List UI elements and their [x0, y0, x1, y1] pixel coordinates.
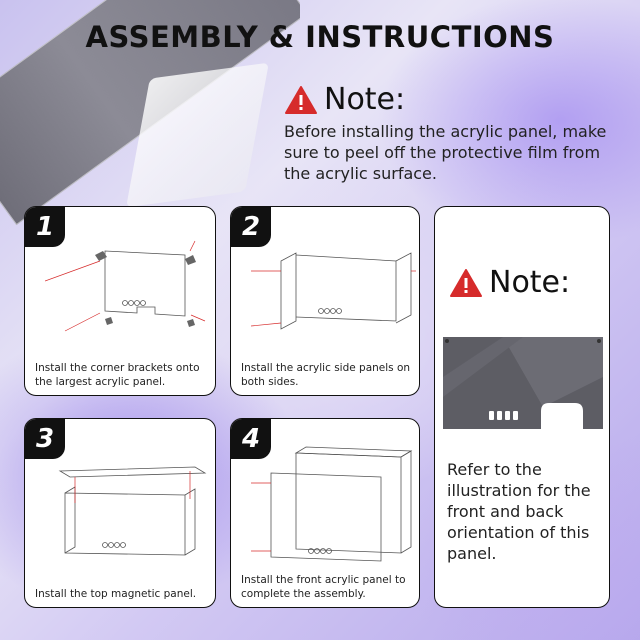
page-title: ASSEMBLY & INSTRUCTIONS [85, 20, 555, 54]
step-card-4 [230, 418, 420, 608]
step-card-3 [24, 418, 216, 608]
side-note-heading: Note: [489, 265, 571, 300]
step-4-illustration [251, 443, 416, 563]
step-number-2: 2 [231, 207, 271, 247]
top-note-heading: Note: [324, 82, 406, 117]
side-note-header [449, 265, 570, 300]
warning-triangle-icon [284, 85, 318, 115]
step-1-illustration [45, 231, 210, 341]
side-note-text: Refer to the illustration for the front and back orientation of this panel. [447, 460, 591, 563]
step-3-illustration [45, 443, 210, 563]
step-1-caption: Install the corner brackets onto the largest acrylic panel. [35, 362, 200, 388]
step-2-illustration [251, 231, 416, 341]
step-card-1 [24, 206, 216, 396]
step-2-caption: Install the acrylic side panels on both sides. [241, 362, 411, 388]
step-3-caption: Install the top magnetic panel. [35, 588, 197, 600]
warning-triangle-icon [449, 268, 483, 298]
step-number-4: 4 [231, 419, 271, 459]
step-number-1: 1 [25, 207, 65, 247]
side-note-card [434, 206, 610, 608]
step-card-2 [230, 206, 420, 396]
top-note [284, 82, 624, 184]
top-note-header [284, 82, 624, 117]
step-number-3: 3 [25, 419, 65, 459]
step-4-caption: Install the front acrylic panel to complete the assembly. [241, 574, 406, 600]
top-note-text: Before installing the acrylic panel, make sure to peel off the protective film from the acrylic surface. [284, 122, 607, 183]
acrylic-panel-illustration [443, 337, 603, 429]
